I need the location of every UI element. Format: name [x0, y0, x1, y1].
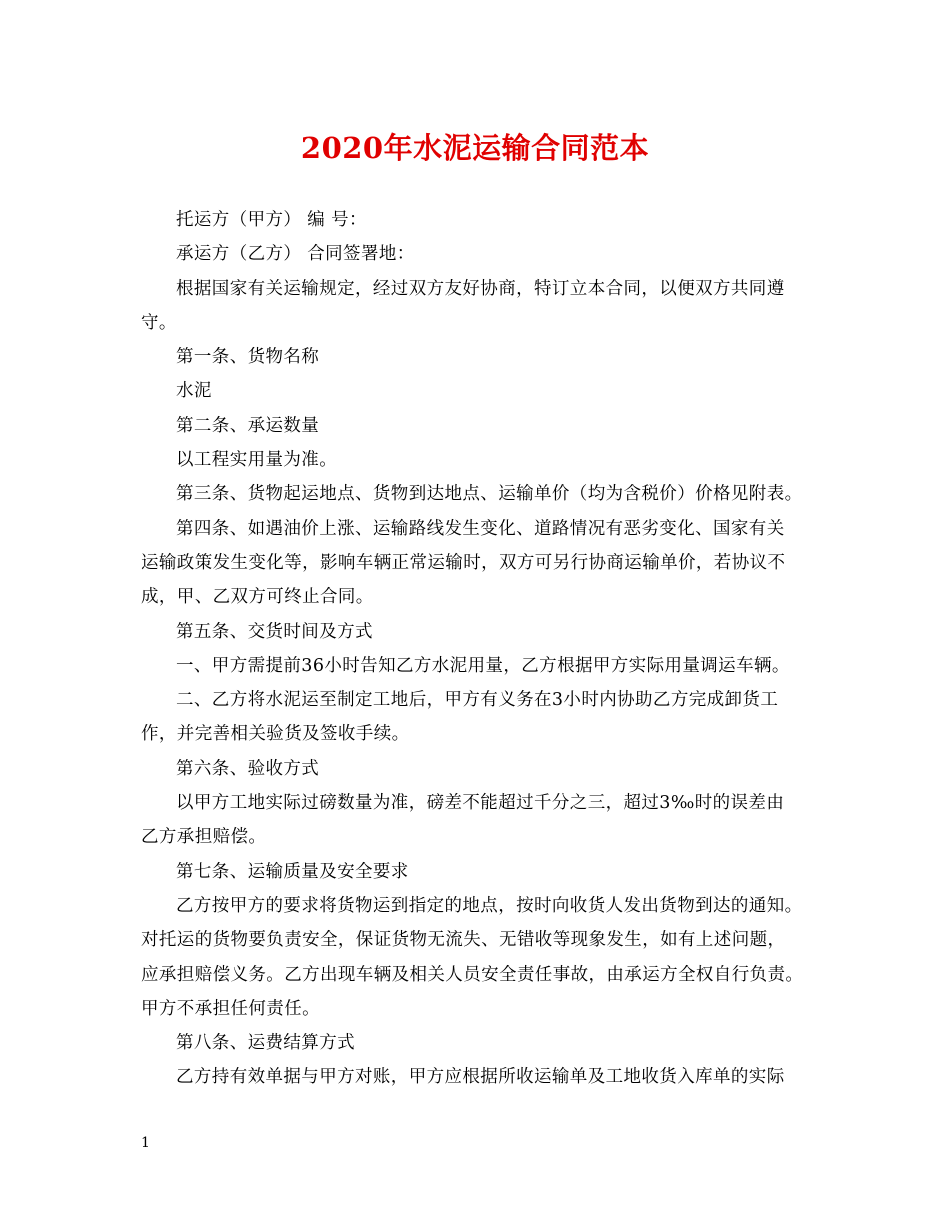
paragraph-line: 以甲方工地实际过磅数量为准，磅差不能超过千分之三，超过3‰时的误差由 [176, 793, 785, 814]
paragraph-line: 二、乙方将水泥运至制定工地后，甲方有义务在3小时内协助乙方完成卸货工 [176, 690, 779, 711]
paragraph-line: 甲方不承担任何责任。 [141, 998, 320, 1019]
paragraph-line: 守。 [141, 312, 177, 333]
document-body [141, 203, 813, 1095]
paragraph [141, 855, 813, 889]
paragraph [141, 409, 813, 443]
paragraph [141, 340, 813, 374]
paragraph-line: 第七条、运输质量及安全要求 [176, 861, 409, 882]
paragraph [141, 1060, 813, 1094]
paragraph [141, 477, 813, 511]
paragraph-line: 乙方承担赔偿。 [141, 827, 267, 848]
paragraph [141, 1026, 813, 1060]
paragraph [141, 752, 813, 786]
paragraph-line: 第六条、验收方式 [176, 758, 320, 779]
paragraph-line: 第八条、运费结算方式 [176, 1033, 355, 1054]
paragraph-line: 运输政策发生变化等，影响车辆正常运输时，双方可另行协商运输单价，若协议不 [141, 552, 786, 573]
paragraph [141, 272, 813, 341]
paragraph-line: 水泥 [176, 381, 212, 402]
paragraph [141, 374, 813, 408]
paragraph [141, 649, 813, 683]
paragraph-line: 成，甲、乙双方可终止合同。 [141, 587, 374, 608]
paragraph [141, 512, 813, 615]
paragraph [141, 615, 813, 649]
paragraph [141, 203, 813, 237]
paragraph-line: 乙方持有效单据与甲方对账，甲方应根据所收运输单及工地收货入库单的实际 [176, 1067, 785, 1088]
paragraph [141, 443, 813, 477]
paragraph-line: 第一条、货物名称 [176, 347, 320, 368]
paragraph-line: 对托运的货物要负责安全，保证货物无流失、无错收等现象发生，如有上述问题， [141, 930, 786, 951]
paragraph-line: 乙方按甲方的要求将货物运到指定的地点，按时向收货人发出货物到达的通知。 [176, 895, 803, 916]
paragraph-line: 一、甲方需提前36小时告知乙方水泥用量，乙方根据甲方实际用量调运车辆。 [176, 655, 790, 676]
paragraph-line: 第三条、货物起运地点、货物到达地点、运输单价（均为含税价）价格见附表。 [176, 484, 803, 505]
page-number: 1 [141, 1135, 150, 1151]
paragraph-line: 根据国家有关运输规定，经过双方友好协商，特订立本合同，以便双方共同遵 [176, 278, 785, 299]
paragraph-line: 以工程实用量为准。 [176, 450, 338, 471]
paragraph-line: 托运方（甲方） 编 号： [176, 210, 367, 230]
paragraph [141, 786, 813, 855]
paragraph-line: 应承担赔偿义务。乙方出现车辆及相关人员安全责任事故，由承运方全权自行负责。 [141, 964, 804, 985]
paragraph-line: 第五条、交货时间及方式 [176, 621, 373, 642]
document-title: 2020年水泥运输合同范本 [300, 131, 650, 165]
paragraph-line: 第四条、如遇油价上涨、运输路线发生变化、道路情况有恶劣变化、国家有关 [176, 518, 785, 539]
paragraph [141, 683, 813, 752]
paragraph [141, 237, 813, 271]
paragraph [141, 889, 813, 1026]
paragraph-line: 作，并完善相关验货及签收手续。 [141, 724, 410, 745]
paragraph-line: 承运方（乙方） 合同签署地： [176, 244, 415, 265]
paragraph-line: 第二条、承运数量 [176, 415, 320, 436]
